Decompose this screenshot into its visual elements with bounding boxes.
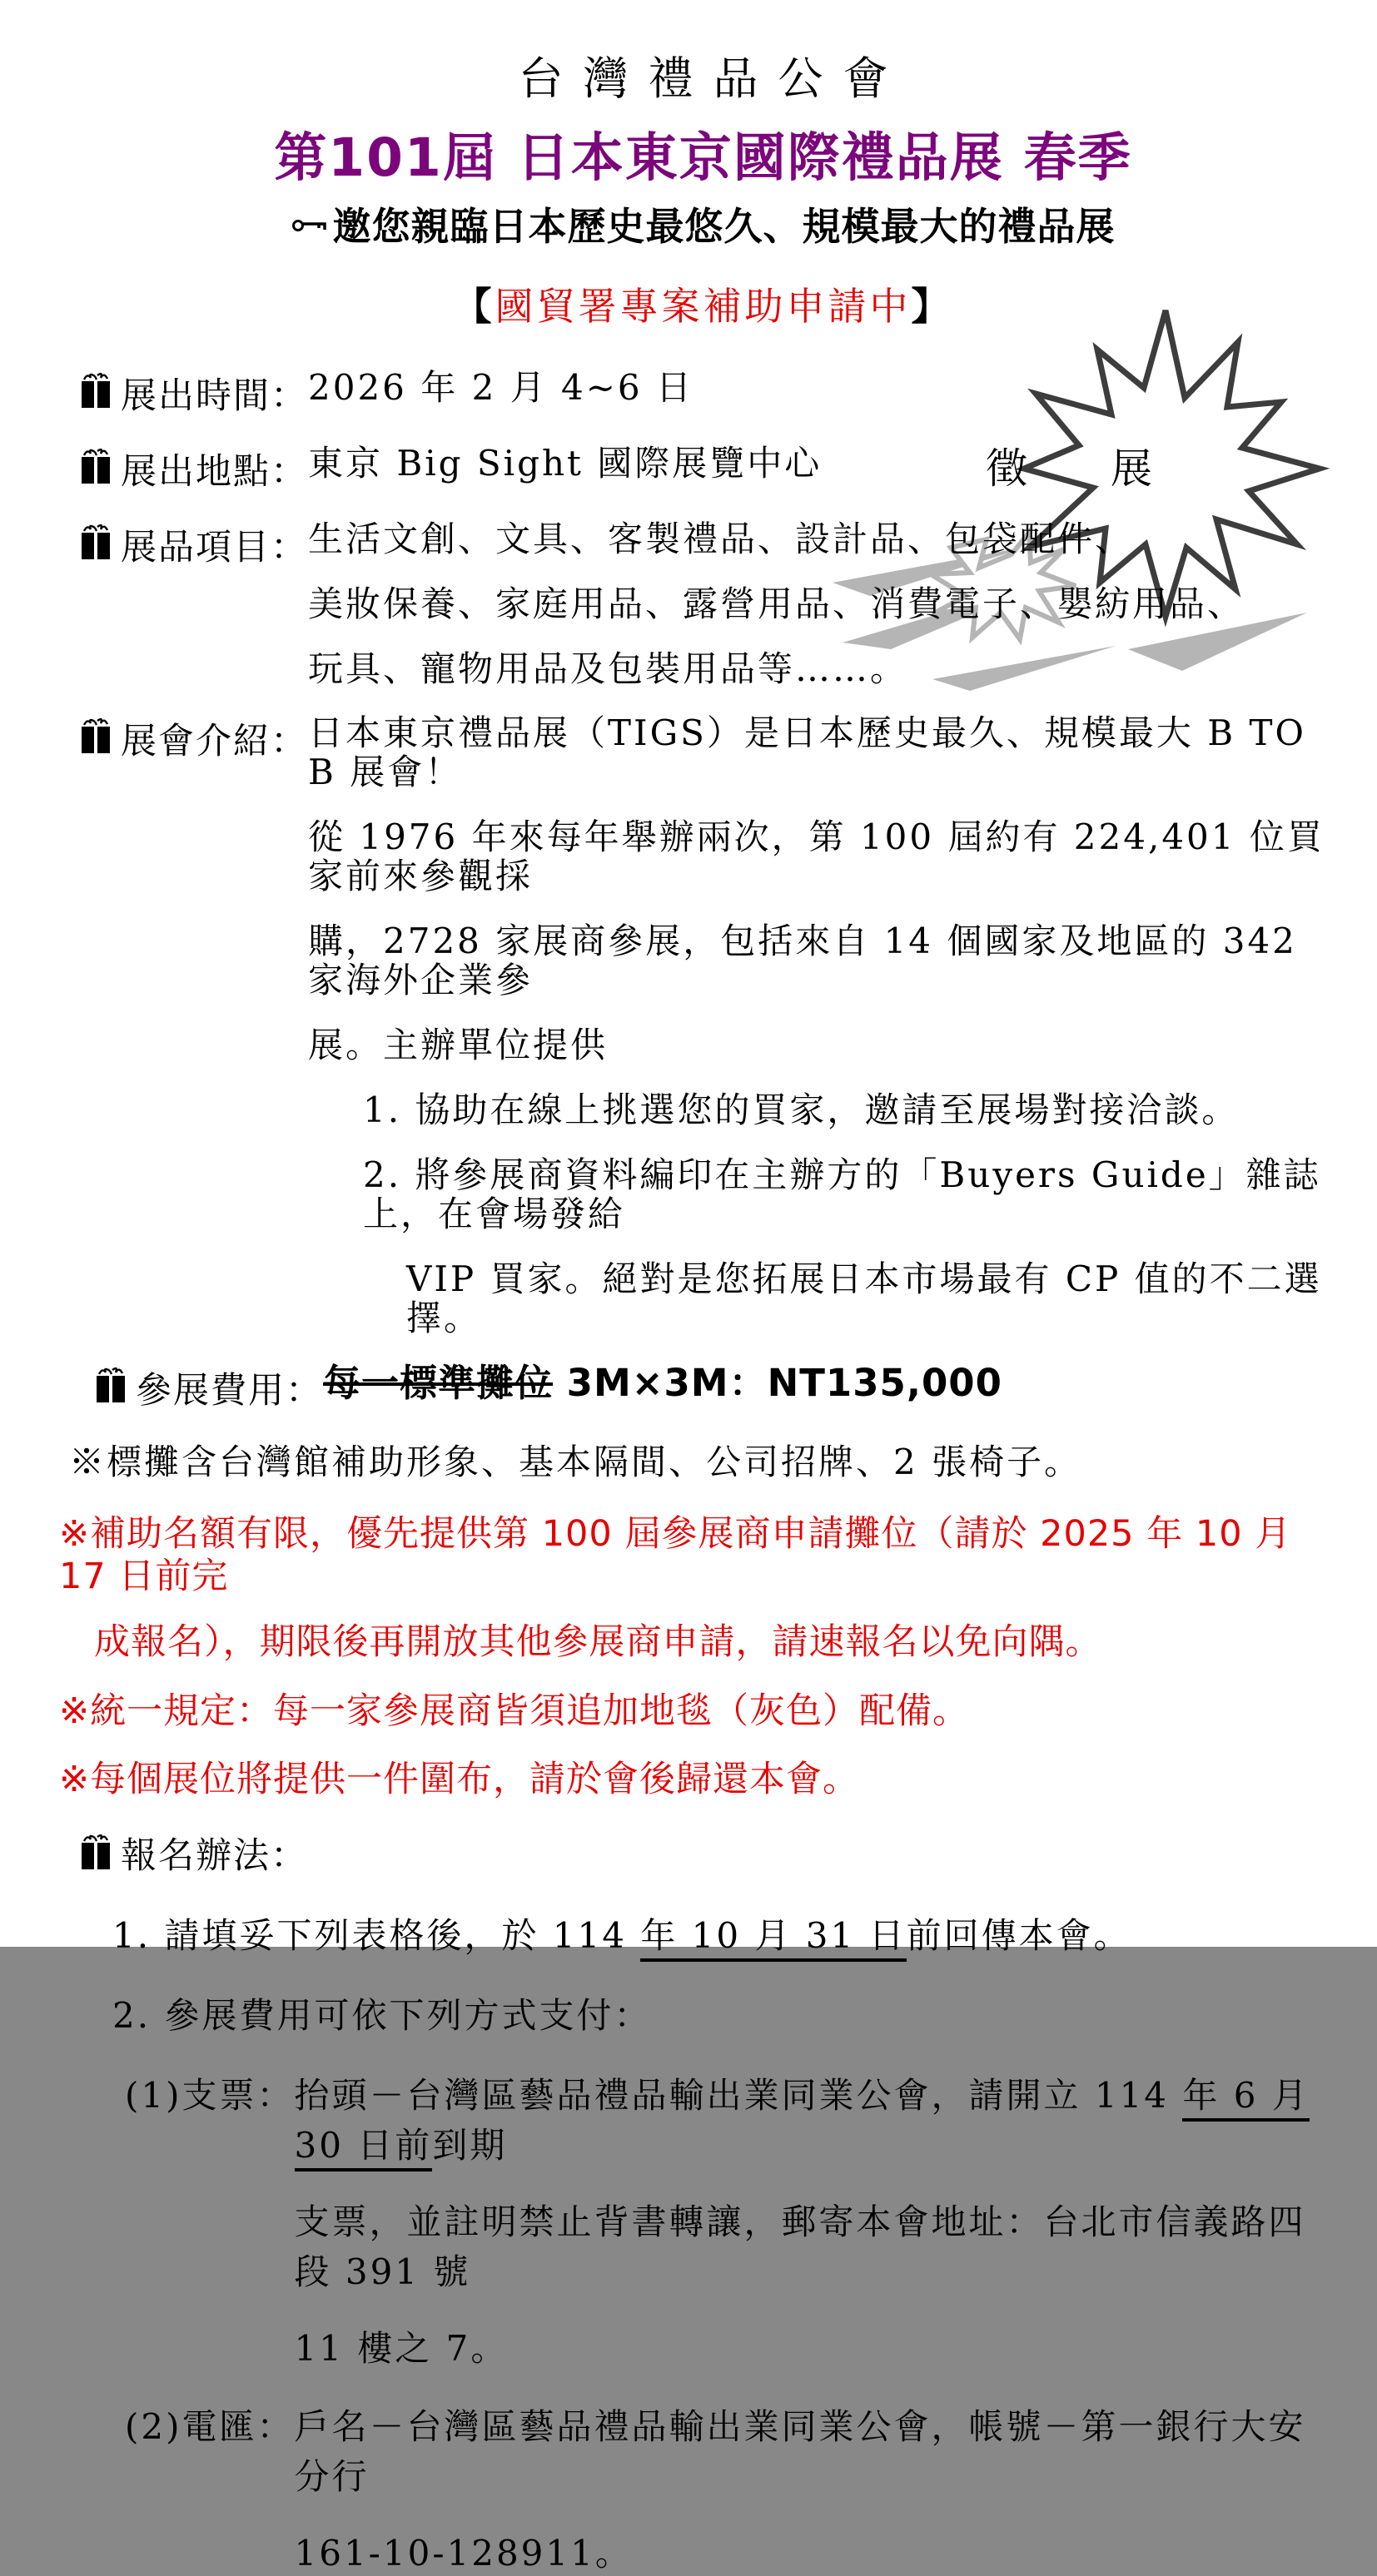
info-value-line: 美妝保養、家庭用品、露營用品、消費電子、嬰紡用品、 <box>308 583 1245 625</box>
payment-text: 到期 <box>432 2125 508 2167</box>
info-section <box>59 367 1327 2576</box>
payment-number: (2) <box>125 2406 182 2448</box>
info-row-time <box>79 368 1327 419</box>
burst-label: 徵 展 <box>986 444 1187 493</box>
payment-number-label <box>125 2068 295 2371</box>
fee-booth-strikethrough: 每一標準攤位 <box>323 1361 554 1406</box>
gift-icon <box>79 1833 112 1874</box>
subtitle <box>79 196 1327 251</box>
booth-includes-note: ※標攤含台灣館補助形象、基本隔間、公司招牌、2 張椅子。 <box>69 1442 1082 1483</box>
info-row-products <box>79 519 1327 688</box>
gift-icon <box>79 523 112 564</box>
gift-icon <box>79 371 112 413</box>
step-number: 2. <box>112 1995 152 2037</box>
gift-icon <box>79 717 112 758</box>
payment-check-line2: 支票，並註明禁止背書轉讓，郵寄本會地址：台北市信義路四段 391 號 <box>294 2201 1306 2293</box>
payment-label: 電匯： <box>181 2406 295 2448</box>
info-row-introduction <box>79 713 1327 1338</box>
payment-method-check <box>125 2068 1327 2371</box>
subsidy-limit-line1: ※補助名額有限，優先提供第 100 屆參展商申請攤位（請於 2025 年 10 月 17 日前完 <box>59 1513 1292 1598</box>
notice-open-bracket: 【 <box>453 284 495 329</box>
info-label: 展出時間： <box>121 375 308 417</box>
step-text: 參展費用可依下列方式支付： <box>164 1995 652 2037</box>
fee-row <box>94 1362 1327 1413</box>
payment-text: 抬頭－台灣區藝品禮品輸出業同業公會，請開立 114 <box>294 2075 1183 2117</box>
tablecloth-note: ※每個展位將提供一件圍布，請於會後歸還本會。 <box>59 1759 860 1801</box>
payment-check-line1 <box>295 2068 1327 2168</box>
subsidy-notice <box>79 276 1327 331</box>
fee-price: 3M×3M：NT135,000 <box>553 1361 1002 1406</box>
notice-text: 國貿署專案補助申請中 <box>495 284 912 329</box>
info-label: 展品項目： <box>121 527 308 568</box>
registration-step-1 <box>112 1908 1327 1958</box>
intro-line: 購，2728 家展商參展，包括來自 14 個國家及地區的 342 家海外企業參 <box>308 921 1297 1001</box>
registration-heading-row <box>79 1828 1327 1879</box>
intro-line: 日本東京禮品展（TIGS）是日本歷史最久、規模最大 B TO B 展會！ <box>308 712 1306 793</box>
gift-icon <box>79 447 112 489</box>
payment-method-wire <box>125 2400 1327 2576</box>
intro-line: 展。主辦單位提供 <box>308 1025 609 1066</box>
key-icon <box>291 211 328 236</box>
check-deadline-underlined: 年 6 月 30 日前 <box>295 2075 1310 2171</box>
subsidy-limit-note <box>59 1513 1327 1663</box>
intro-service-item-cont: VIP 買家。絕對是您拓展日本市場最有 CP 值的不二選擇。 <box>406 1258 1322 1339</box>
subsidy-limit-line2: 成報名），期限後再開放其他參展商申請，請速報名以免向隅。 <box>94 1621 1102 1663</box>
step-text: 請填妥下列表格後，於 114 <box>164 1915 641 1957</box>
payment-number: (1) <box>125 2075 182 2117</box>
payment-wire-line1: 戶名－台灣區藝品禮品輸出業同業公會，帳號－第一銀行大安分行 <box>294 2406 1306 2498</box>
fee-value <box>323 1362 1327 1404</box>
info-value-line: 生活文創、文具、客製禮品、設計品、包袋配件、 <box>308 519 1133 559</box>
fee-label: 參展費用： <box>136 1370 323 1412</box>
payment-wire-line2: 161-10-128911。 <box>294 2533 633 2574</box>
deadline-underlined: 年 10 月 31 日 <box>640 1915 906 1962</box>
info-label: 展出地點： <box>121 451 308 493</box>
payment-label: 支票： <box>181 2075 295 2117</box>
info-label: 展會介紹： <box>121 721 308 763</box>
registration-heading: 報名辦法： <box>121 1835 308 1878</box>
gift-icon <box>94 1366 127 1407</box>
info-value-line: 玩具、寵物用品及包裝用品等……。 <box>308 648 908 690</box>
payment-check-line3: 11 樓之 7。 <box>294 2328 509 2370</box>
notice-close-bracket: 】 <box>911 284 953 329</box>
carpet-rule-note: ※統一規定：每一家參展商皆須追加地毯（灰色）配備。 <box>59 1690 970 1732</box>
info-value: 東京 Big Sight 國際展覽中心 <box>308 443 823 484</box>
main-title: 第101屆 日本東京國際禮品展 春季 <box>274 127 1132 188</box>
registration-step-2 <box>112 1988 1327 2038</box>
payment-number-label <box>125 2400 295 2576</box>
intro-service-item: 2. 將參展商資料編印在主辦方的「Buyers Guide」雜誌上，在會場發給 <box>363 1154 1321 1235</box>
info-value: 2026 年 2 月 4~6 日 <box>308 367 693 408</box>
step-number: 1. <box>112 1915 152 1957</box>
info-row-venue <box>79 444 1327 494</box>
step-text: 前回傳本會。 <box>906 1915 1131 1957</box>
org-title: 台灣禮品公會 <box>518 52 908 105</box>
intro-line: 從 1976 年來每年舉辦兩次，第 100 屆約有 224,401 位買家前來參觀採 <box>308 816 1325 897</box>
subtitle-text: 邀您親臨日本歷史最悠久、規模最大的禮品展 <box>332 204 1116 249</box>
intro-service-item: 1. 協助在線上挑選您的買家，邀請至展場對接洽談。 <box>363 1089 1240 1131</box>
